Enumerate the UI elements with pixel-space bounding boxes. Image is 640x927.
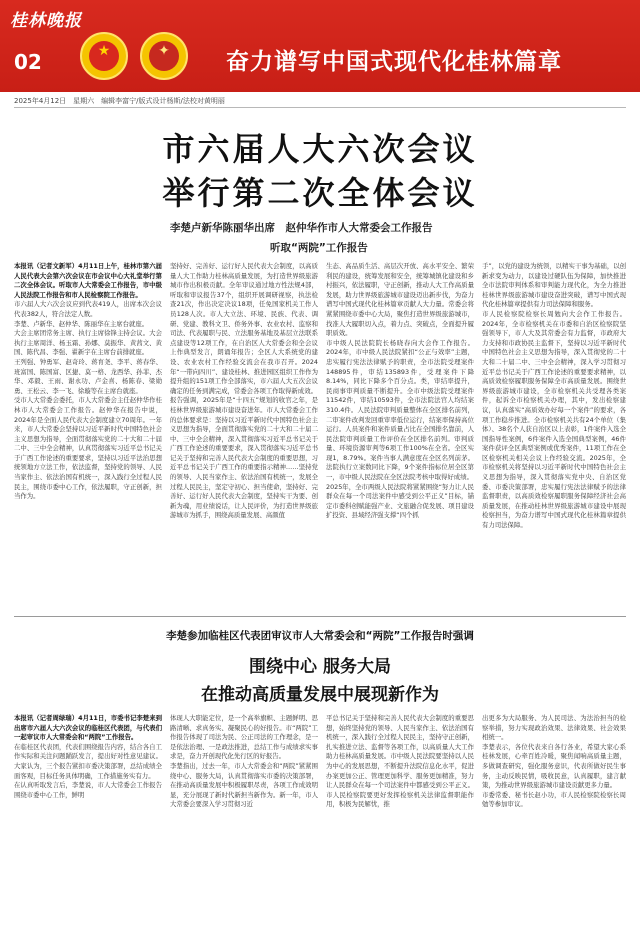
article1-column-4 <box>482 262 626 608</box>
header-divider <box>14 107 626 108</box>
article2-column-1 <box>14 714 162 920</box>
section2-title-2: 在推动高质量发展中展现新作为 <box>201 685 439 705</box>
article1-column-3 <box>326 262 474 608</box>
page-number: 02 <box>14 50 42 74</box>
article1-column-2 <box>170 262 318 608</box>
article2-column-3 <box>326 714 474 920</box>
section2-title-1: 围绕中心 服务大局 <box>249 657 391 677</box>
paragraph: 受市人大常委会委托，市人大常委会主任赵仲华作桂林市人大常委会工作报告。赵仲华在报告中说，2024年是全面人民代表大会制度建立70周年。一年来，市人大常委会坚持以习近平新时代中国特色社会主义思想为指导，全面贯彻落实党的二十大和二十届二中、三中全会精神，认真贯彻落实习近平总书记关于广西工作论述的重要要求，坚持以习近平法治思想统领地方立法工作，依法监督，坚持党的领导、人民当家作主、依法治国有机统一，深入践行全过程人民民主，围绕市委中心工作，依法履职，守正创新，担当作为。 <box>14 396 162 501</box>
slogan: 奋力谱写中国式现代化桂林篇章 <box>226 49 562 75</box>
paragraph: 坚持好、完善好、运行好人民代表大会制度，以高质量人大工作助力桂林高质量发展，为打造世界级旅游城市作出积极贡献。全年审议通过地方性法规4部，听取和审议报告37个，组织开展调研视察，执法检查21次，作出决定决议18项，任免国家机关工作人员128人次。市人大立法、环境、民族、代表、调研、党建、教科文卫、侨务外事、农业农村、监察和司法、代表履职与民、立法服务基地及基层立法联系点建设等12项工作，在自治区人大常委会和全会议上作典型发言，朗诵年报告；全区人大系统党的建设、农业农村工作经验交流会在我市召开。2024年“一带向四川”、建设桂林、推进园区组织工作作为提升组的151项工作全部落实，市六届人大五次会议确定的任务到满完成，常委会各项工作取得新成效。 <box>170 262 318 395</box>
paragraph: 大会主席团常务主席、执行主席徐锋主持会议。大会执行主席周洋、杨玉霜、孙娜、莫振华、黄茜文、黄国、陈代昌、李强、翟新宇在主席台前排就座。 <box>14 329 162 357</box>
paragraph: 出更多为大局服务、为人民司法、为法治担当的检察举措，努力实现政治效果、法律效果、社会效果相统一。 <box>482 714 626 742</box>
paragraph: 本报讯（记者周绿瑞）4月11日，市委书记李楚来到出席市六届人大六次会议的临桂区代表团，与代表们一起审议市人大常委会和“两院”工作报告。 <box>14 714 162 742</box>
paragraph: 市人民检察院检察长周勉向大会作工作报告。2024年，全市检察机关在市委和自治区检察院坚强领导下，市人大及其常委会有力监督，市政府大力支持和市政协民主监督下，坚持以习近平新时代中国特色社会主义思想为指导，深入贯彻党的二十大和二十届二中、三中全会精神，深入学习贯彻习近平总书记关于广西工作论述的重要要求精神，以高质效检察履职服务保障全市高质量发展。围绕世界级旅游城市建设，全市检察机关共受理各类案件，起诉全市检察机关办理，其中，发出检察建议，认真落实“高质效办好每一个案件”的要求，各项工作稳步推进。全市检察机关共有24个单位（集体）、38名个人获自治区以上表彰，1件案件入选全国指导性案例，6件案件入选全国典型案例，46件案件获评全区典型案例或优秀案件，11项工作在全区检察机关相关会议上作经验交流。2025年，全市检察机关将坚持以习近平新时代中国特色社会主义思想为指导，深入贯彻落实党中央、自治区党委、市委决策部署，忠实履行宪法法律赋予的法律监督职责，以高质效检察履职服务保障经济社会高质量发展，在推动桂林世界级旅游城市建设中展现检察担当，为奋力谱写中国式现代化桂林篇章提供有力司法保障。 <box>482 309 626 530</box>
national-emblem-icon: ★ <box>80 32 128 80</box>
subheadline-2: 听取“两院”工作报告 <box>270 242 368 254</box>
masthead-banner <box>0 0 640 92</box>
headline-line-1: 市六届人大六次会议 <box>162 130 478 168</box>
paragraph: 市中级人民法院院长杨晓春向大会作工作报告。2024年，市中级人民法院紧扣“公正与效率”主题，忠实履行宪法法律赋予的职责，全市法院受理案件148895件，审结135893件，受理案件下降8.14%，同比下降多个百分点。类，审结率提升，民商事审判质量不断提升。全市中级法院受理案件11542件，审结10593件，全市法院法官人均结案310.4件。人民法院审判质量整体在全区排名前列，二审案件改判发回重审率低位运行，结案率保持高位运行。人员案件和案件质量占比在全国排名靠前，人民法院审判质量工作评价在全区排名前列。审判质量、环境资源审判等6项工作100%在全省。全区实现1，8.79%。案件当事人满意度在全区名列前茅。法院执行立案数同比下降，9个案件指标位居全区第一，市中级人民法院在全区法院考核中取得好成绩。 <box>326 338 474 482</box>
paragraph: 2025年，全市两级人民法院将紧紧围绕“努力让人民群众在每一个司法案件中感受到公平正义”目标，锚定市委科创赋能强产业、文旅融合促发展、项目建设扩投资、县域经济强支撑“四个抓 <box>326 482 474 520</box>
paragraph: 李楚表示，各位代表来自各行各业，希望大家心系桂林发展，心牵百姓冷暖，聚焦闻响高质量主题，多做调查研究，强化服务意识，代表所做好民生事务，主动反映民情，吸收民意，认真履职，建言献策，为推动世界级旅游城市建设贡献更多力量。 <box>482 742 626 790</box>
article2-column-2 <box>170 714 318 920</box>
paragraph: 本报讯（记者文新军）4月11日上午，桂林市第六届人民代表大会第六次会议在市会议中心大礼堂举行第二次全体会议。听取市人大常委会工作报告，市中级人民法院工作报告和市人民检察院工作报告。 <box>14 262 162 299</box>
paragraph: 在临桂区代表团，代表们围绕报告内容，结合各自工作实际和关注问题踊跃发言，提出好对性意见建议。大家认为，三个报告紧扣市委决策部署，总结成绩全面客观，目标任务具体明确，工作措施务实有力。 <box>14 742 162 780</box>
cppcc-emblem-icon: ✦ <box>140 32 188 80</box>
issue-meta-line: 2025年4月12日 星期六 编辑李富宁/版式设计杨斯/法校对黄明丽 <box>14 97 225 105</box>
newspaper-logo: 桂林晚报 <box>10 11 82 31</box>
paragraph: 市六届人大六次会议应到代表419人，出席本次会议代表382人，符合法定人数。 <box>14 300 162 318</box>
paragraph: 手”，以党的建设为统领，以精实干事为基础，以创新求变为动力，以建设过硬队伍为保障，加快推进全市法院审判体系和审判能力现代化，为全力推进桂林世界级旅游城市建设奋进突破，谱写中国式现代化桂林篇章提供有力司法保障和服务。 <box>482 262 626 309</box>
paragraph: 报告强调，2025年是“十四五”规划的收官之年，是桂林世界级旅游城市建设奋进年。市人大常委会工作的总体要求是：坚持以习近平新时代中国特色社会主义思想为指导，全面贯彻落实党的二十大和二十届二中、三中全会精神，深入贯彻落实习近平总书记关于广西工作论述的重要要求，深入贯彻落实习近平总书记关于坚持和完善人民代表大会制度的重要思想，习近平总书记关于广西工作的重要指示精神……坚持党的领导、人民当家作主、依法治国有机统一，发展全过程人民民主，坚定守初心、担当使命，坚持好、完善好、运行好人民代表大会制度，坚持实干为要、创新为魂，用业绩说话，让人民评价，为打造世界级旅游城市为抓手，围绕高质量发展、高颜值 <box>170 396 318 520</box>
paragraph: 在认真听取发言后，李楚说，市人大常委会工作报告围绕市委中心工作，鲜明 <box>14 781 162 799</box>
paragraph: 市委常委、秘书长赵小功，市人民检察院检察长周勉等参加审议。 <box>482 790 626 809</box>
section-divider <box>14 616 626 617</box>
paragraph: 体现人大职能定位，是一个高举旗帜、主题鲜明、思路清晰、求真务实、凝聚民心的好报告。市“两院”工作报告体现了司法为民、公正司法的工作理念，是一是依法治理、一是政法推进，总结工作与成绩求实事求是，奋力开创现代化先行区的好报告。 <box>170 714 318 761</box>
subheadline-1: 李楚卢新华陈丽华出席 赵仲华作市人大常委会工作报告 <box>170 222 433 234</box>
paragraph: 李楚指出，过去一年，市人大常委会和“两院”紧紧围绕中心、服务大局，认真贯彻落实市委的决策部署，在推动高质量发展中积极履职尽责，各项工作成效明显，充分展现了新时代新担当新作为。新一年，市人大常委会要深入学习贯彻习近 <box>170 761 318 809</box>
headline-line-2: 举行第二次全体会议 <box>162 174 478 212</box>
section2-kicker: 李楚参加临桂区代表团审议市人大常委会和“两院”工作报告时强调 <box>166 630 474 642</box>
paragraph: 王列强、钟勇军、赵奇玲、蒋育尧、李平、蒋春华、班富国、陈国富、区捷、莫一格、龙西华、孙菲、杰华、邓毅、王雨、谢永功、卢金喜、杨陈春、梁勋勇、王松云、李一飞、徐璇等在主席台就座。 <box>14 357 162 395</box>
paragraph: 生态、高品质生活、高层次开放、高水平安全、繁荣利民的建设，统筹发展和安全，统筹城镇化建设和乡村振兴，依法履职，守正创新，推动人大工作高质量发展，助力世界级旅游城市建设迈出新步伐，为奋力谱写中国式现代化桂林篇章贡献人大力量。常委会将紧紧围绕市委中心大局，聚焦打造世界级旅游城市，找准人大履职切入点，着力点、突破点，全面提升履职质效。 <box>326 262 474 338</box>
article2-column-4 <box>482 714 626 920</box>
article1-column-1 <box>14 262 162 608</box>
paragraph: 平总书记关于坚持和完善人民代表大会制度的重要思想，始终坚持党的领导、人民当家作主、依法治国有机统一，深入践行全过程人民民主，坚持守正创新，扎实推进立法、监督等各项工作，以高质量人大工作助力桂林高质量发展。市中级人民法院要坚持以人民为中心的发展思想，不断提升法院信息化水平，促进办案更加公正、管理更加科学、服务更加精准，努力让人民群众在每一个司法案件中都感受到公平正义。市人民检察院要更好发挥检察机关法律监督职能作用，积极为民解忧，推 <box>326 714 474 809</box>
paragraph: 李楚、卢新华、赵仲华、陈丽华在主席台就座。 <box>14 319 149 328</box>
